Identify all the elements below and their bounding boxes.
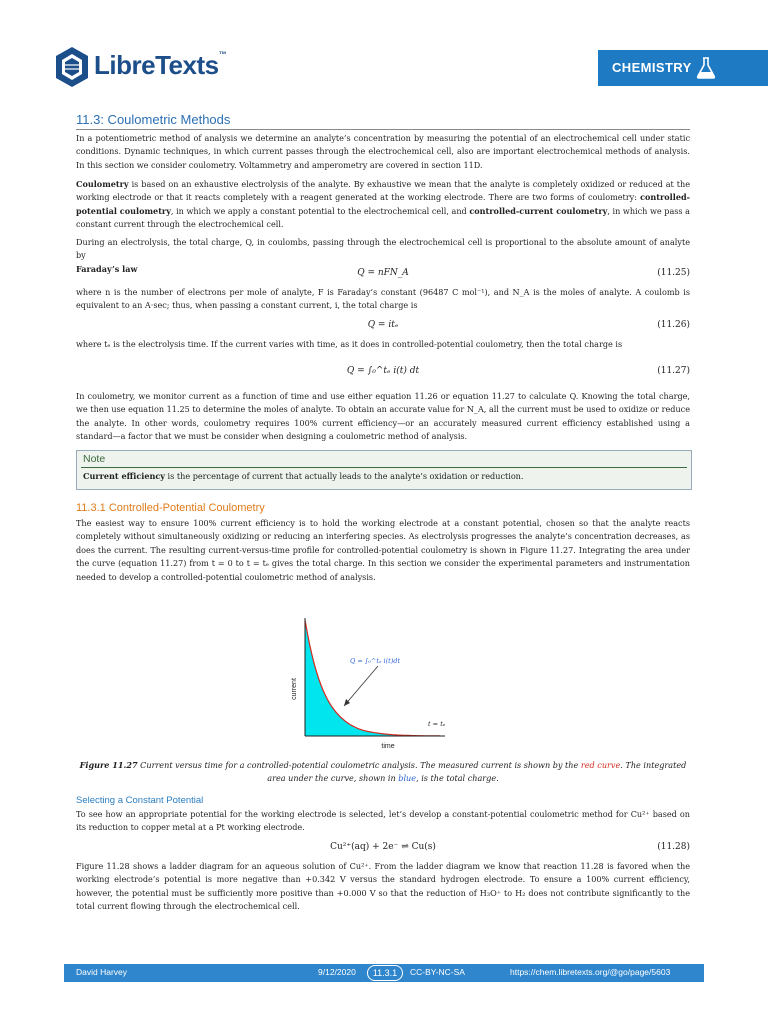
caption-blue: blue bbox=[398, 773, 417, 783]
brand-name: LibreTexts bbox=[94, 50, 219, 80]
note-heading: Note bbox=[83, 453, 106, 465]
page-title: 11.3: Coulometric Methods bbox=[76, 112, 231, 127]
footer-license[interactable]: CC-BY-NC-SA bbox=[410, 967, 465, 977]
equation-11-26 bbox=[76, 320, 690, 334]
equation-number: (11.26) bbox=[657, 320, 690, 330]
intro-paragraph: In a potentiometric method of analysis we determine an analyte’s concentration by measuring the potential of an electrochemical cell under static conditions. Dynamic techniques, in which current passes through the electrochemical cell, also are important electrochemical methods of analysis. In this section we consider coulometry. Voltammetry and amperometry are covered in section 11D. bbox=[76, 133, 690, 170]
equation-expression: Q = ∫₀^tₑ i(t) dt bbox=[346, 366, 420, 376]
subsubsection-title: Selecting a Constant Potential bbox=[76, 795, 204, 806]
note-divider bbox=[81, 467, 687, 468]
equation-expression: Q = nFN_A bbox=[357, 268, 409, 278]
current-time-chart bbox=[290, 614, 460, 754]
caption-text-b: . The integrated area under the curve, shown in bbox=[267, 760, 687, 783]
coulometry-text-b: , in which we apply a constant potential to the electrochemical cell, and bbox=[170, 205, 470, 216]
equation-number: (11.25) bbox=[657, 268, 690, 278]
equation-number: (11.27) bbox=[657, 366, 690, 376]
current-efficiency-paragraph: In coulometry, we monitor current as a function of time and use either equation 11.26 or equation 11.27 to calculate Q. Knowing the total charge, we then use equation 11.25 to determine the moles of analyte. To obtain an accurate value for N_A, all the current must be used to oxidize or reduce the analyte. In other words, coulometry requires 100% current efficiency—or an accurately measured current efficiency established using a standard—a factor that we must be consider when designing a coulometric method of analysis. bbox=[76, 391, 690, 442]
equation-11-28 bbox=[76, 842, 690, 856]
term-faradays-law: Faraday’s law bbox=[76, 263, 138, 274]
footer-page-number: 11.3.1 bbox=[367, 965, 403, 981]
footer-date: 9/12/2020 bbox=[318, 967, 356, 977]
term-current-efficiency: Current efficiency bbox=[83, 471, 165, 481]
controlled-potential-paragraph: The easiest way to ensure 100% current efficiency is to hold the working electrode at a constant potential, chosen so that the analyte reacts completely without simultaneously oxidizing or reducing an interfering species. As electrolysis progresses the analyte’s concentration decreases, as does the current. The resulting current-versus-time profile for controlled-potential coulometry is shown in Figure 11.27. Integrating the area under the curve (equation 11.27) from t = 0 to t = tₑ gives the total charge. In this section we consider the experimental parameters and instrumentation needed to develop a controlled-potential coulometric method of analysis. bbox=[76, 518, 690, 582]
figure-caption bbox=[76, 759, 690, 785]
faraday-definition-paragraph: where n is the number of electrons per mole of analyte, F is Faraday’s constant (96487 C mol⁻¹), and N_A is the moles of analyte. A coulomb is equivalent to an A·sec; thus, when passing a constant current, i, the total charge is bbox=[76, 287, 690, 311]
equation-11-25 bbox=[76, 268, 690, 282]
figure-label: Figure 11.27 bbox=[79, 760, 138, 770]
equation-11-27 bbox=[76, 366, 690, 380]
electrolysis-time-paragraph: where tₑ is the electrolysis time. If the current varies with time, as it does in controlled-potential coulometry, then the total charge is bbox=[76, 339, 623, 349]
caption-text-a: Current versus time for a controlled-potential coulometric analysis. The measured current is shown by the bbox=[137, 760, 581, 770]
coulometry-paragraph bbox=[76, 178, 690, 232]
electrolysis-time-label: t = tₑ bbox=[428, 720, 446, 728]
equation-expression: Q = itₑ bbox=[367, 320, 399, 330]
ladder-diagram-paragraph: Figure 11.28 shows a ladder diagram for an aqueous solution of Cu²⁺. From the ladder diagram we know that reaction 11.28 is favored when the working electrode’s potential is more negative than +0.342 V versus the standard hydrogen electrode. To ensure a 100% current efficiency, however, the potential must be sufficiently more positive than +0.000 V so that the reduction of H₃O⁺ to H₂ does not contribute significantly to the total current flowing through the electrochemical cell. bbox=[76, 861, 690, 912]
term-coulometry: Coulometry bbox=[76, 179, 129, 189]
x-axis-label: time bbox=[381, 743, 395, 750]
note-body: is the percentage of current that actually leads to the analyte’s oxidation or reduction. bbox=[164, 471, 524, 481]
coulometry-text-c: , in which we pass a constant current through the electrochemical cell. bbox=[76, 205, 690, 230]
subsection-title: 11.3.1 Controlled-Potential Coulometry bbox=[76, 502, 265, 514]
caption-text-c: , is the total charge. bbox=[416, 773, 499, 783]
footer-url-link[interactable]: https://chem.libretexts.org/@go/page/5603 bbox=[510, 967, 671, 977]
libretexts-logo[interactable] bbox=[54, 44, 227, 94]
title-divider bbox=[76, 129, 690, 130]
flask-icon bbox=[694, 56, 718, 80]
libretexts-hexagon-icon bbox=[54, 46, 90, 88]
library-label: CHEMISTRY bbox=[612, 60, 692, 75]
caption-red-curve: red curve bbox=[580, 760, 621, 770]
note-box bbox=[76, 450, 692, 490]
annotation-arrow bbox=[344, 666, 378, 706]
library-banner[interactable] bbox=[598, 50, 768, 86]
term-controlled-potential: controlled-potential coulometry bbox=[76, 192, 690, 216]
coulometry-text-a: is based on an exhaustive electrolysis of the analyte. By exhaustive we mean that the analyte is completely oxidized or reduced at the working electrode or that it reacts completely with a reagent generated at the working electrode. There are two forms of coulometry: bbox=[76, 179, 690, 203]
footer-author: David Harvey bbox=[76, 967, 128, 977]
y-axis-label: current bbox=[291, 678, 298, 700]
term-controlled-current: controlled-current coulometry bbox=[469, 205, 608, 216]
note-text bbox=[83, 471, 523, 481]
page-footer bbox=[64, 964, 704, 982]
faraday-text: During an electrolysis, the total charge, Q, in coulombs, passing through the electrochemical cell is proportional to the absolute amount of analyte by bbox=[76, 237, 690, 261]
brand-trademark: ™ bbox=[218, 50, 227, 59]
selecting-potential-paragraph: To see how an appropriate potential for the working electrode is selected, let’s develop a constant-potential coulometric method for Cu²⁺ based on its reduction to copper metal at a Pt working electrode. bbox=[76, 809, 690, 833]
charge-integral-label: Q = ∫₀^tₑ i(t)dt bbox=[350, 657, 401, 665]
equation-expression: Cu²⁺(aq) + 2e⁻ ⇌ Cu(s) bbox=[330, 842, 436, 852]
equation-number: (11.28) bbox=[657, 842, 690, 852]
integrated-area bbox=[305, 620, 440, 736]
